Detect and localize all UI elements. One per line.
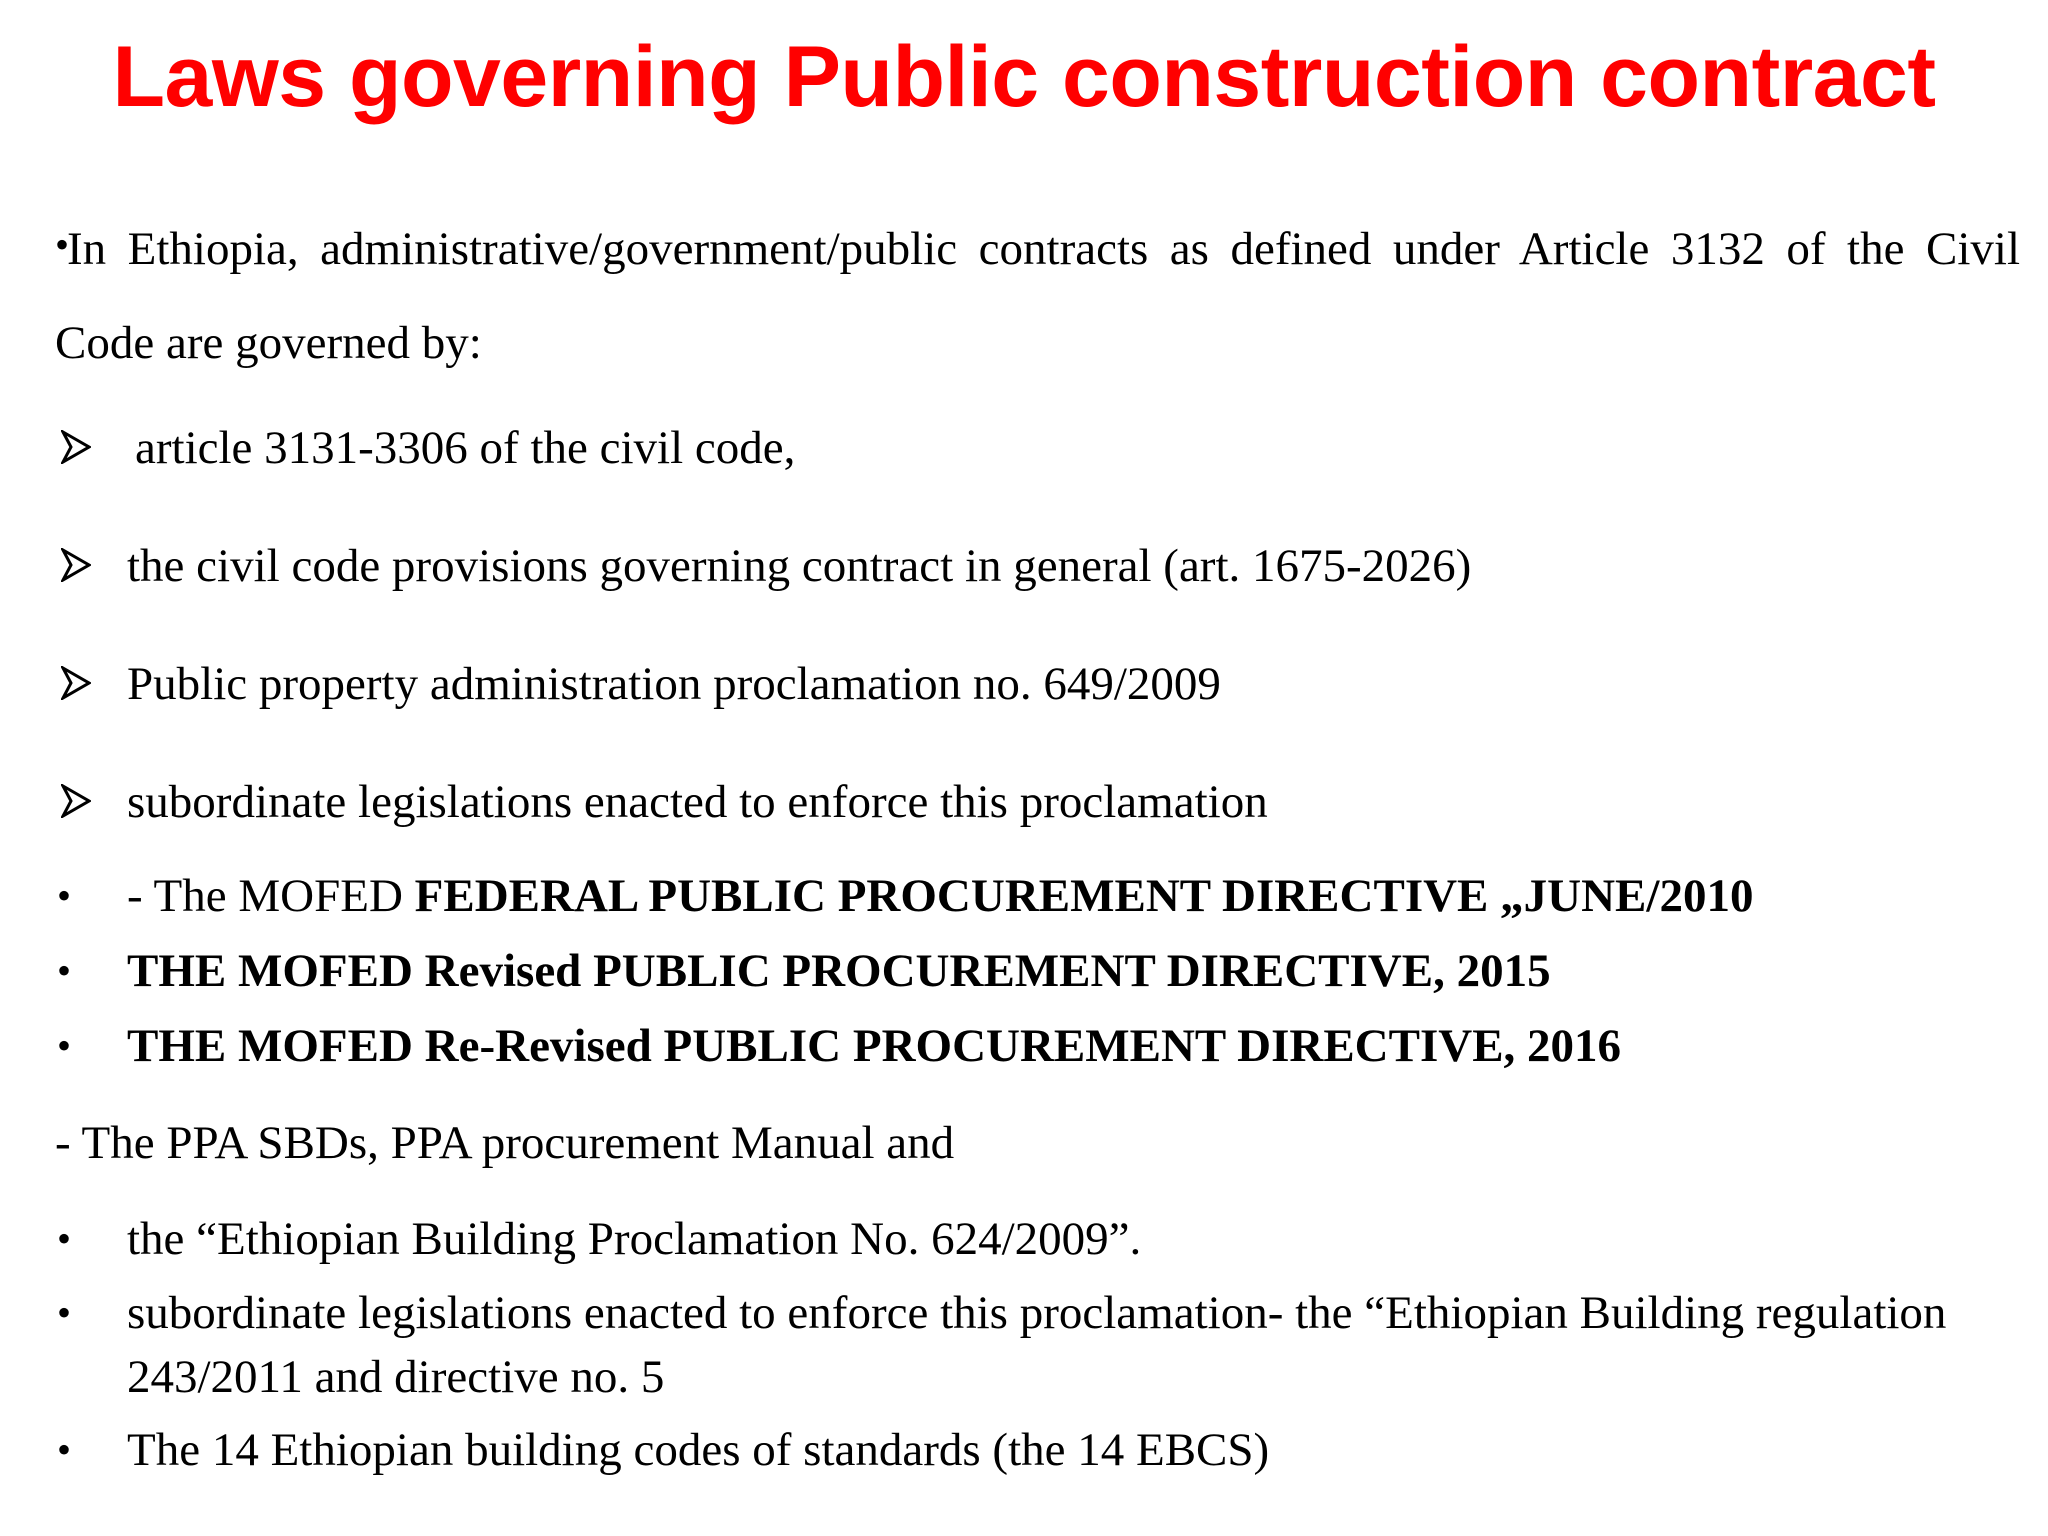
ppa-line: - The PPA SBDs, PPA procurement Manual and bbox=[55, 1117, 955, 1169]
round-bullet-icon: • bbox=[57, 948, 72, 993]
intro-bullet-icon: • bbox=[55, 222, 70, 267]
intro-paragraph bbox=[55, 198, 2020, 390]
directive-title: THE MOFED Re-Revised PUBLIC PROCUREMENT DIRECTIVE, 2016 bbox=[127, 1020, 1622, 1072]
round-bullet-icon: • bbox=[57, 1290, 72, 1335]
directive-prefix: - The MOFED bbox=[127, 870, 415, 922]
directive-title: FEDERAL PUBLIC PROCUREMENT DIRECTIVE „JUNE/2010 bbox=[414, 870, 1754, 922]
arrow-item-text: article 3131-3306 of the civil code, bbox=[135, 422, 796, 474]
slide-title: Laws governing Public construction contract bbox=[112, 29, 1936, 125]
directive-title: THE MOFED Revised PUBLIC PROCUREMENT DIRECTIVE, 2015 bbox=[127, 945, 1551, 997]
round-bullet-icon: • bbox=[57, 1427, 72, 1472]
arrow-item-text: subordinate legislations enacted to enforce this proclamation bbox=[127, 776, 1268, 828]
building-item-text: The 14 Ethiopian building codes of standards (the 14 EBCS) bbox=[127, 1424, 1270, 1476]
arrow-item-text: Public property administration proclamation no. 649/2009 bbox=[127, 658, 1221, 710]
building-item-text: subordinate legislations enacted to enforce this proclamation- the “Ethiopian Building regulation 243/2011 and directive no. 5 bbox=[127, 1287, 1947, 1403]
round-bullet-icon: • bbox=[57, 873, 72, 918]
arrow-item-text: the civil code provisions governing contract in general (art. 1675-2026) bbox=[127, 540, 1472, 592]
round-bullet-icon: • bbox=[57, 1216, 72, 1261]
round-bullet-icon: • bbox=[57, 1023, 72, 1068]
intro-text: In Ethiopia, administrative/government/public contracts as defined under Article 3132 of the Civil Code are governed by: bbox=[55, 223, 2020, 369]
building-item-text: the “Ethiopian Building Proclamation No. 624/2009”. bbox=[127, 1213, 1142, 1265]
